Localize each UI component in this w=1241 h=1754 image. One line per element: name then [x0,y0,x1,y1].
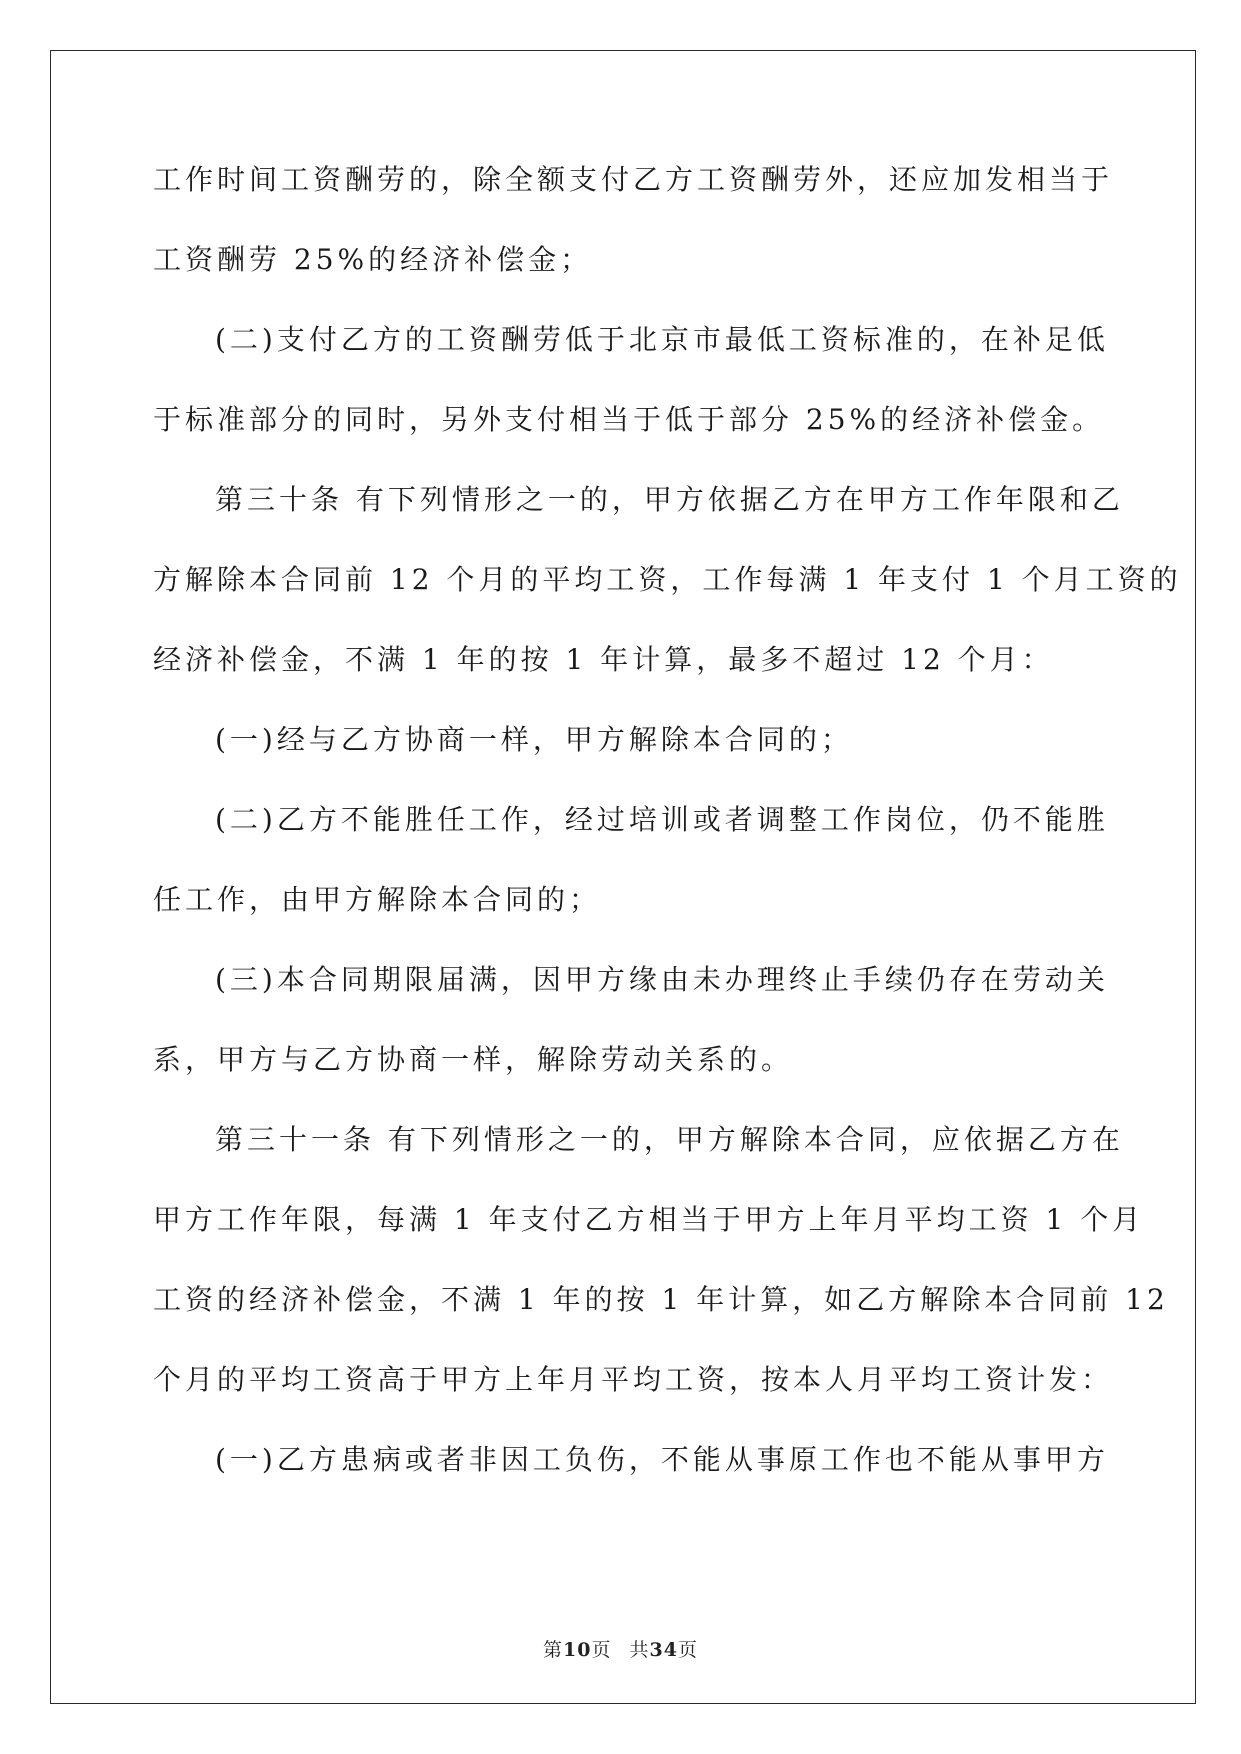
text-line-6: 方解除本合同前 12 个月的平均工资，工作每满 1 年支付 1 个月工资的 [153,563,1182,596]
page-number: 10 [563,1639,592,1661]
page-suffix: 页 [591,1639,612,1661]
text-line-16: 个月的平均工资高于甲方上年月平均工资，按本人月平均工资计发： [153,1363,1114,1396]
text-line-1: 工作时间工资酬劳的，除全额支付乙方工资酬劳外，还应加发相当于 [153,163,1114,196]
total-prefix: 共 [629,1639,650,1661]
text-line-13: 第三十一条 有下列情形之一的，甲方解除本合同，应依据乙方在 [215,1123,1124,1156]
text-line-5: 第三十条 有下列情形之一的，甲方依据乙方在甲方工作年限和乙 [215,483,1124,516]
text-line-4: 于标准部分的同时，另外支付相当于低于部分 25%的经济补偿金。 [153,403,1105,436]
text-line-8: (一)经与乙方协商一样，甲方解除本合同的； [215,723,853,756]
text-line-3: (二)支付乙方的工资酬劳低于北京市最低工资标准的，在补足低 [215,323,1109,356]
text-line-11: (三)本合同期限届满，因甲方缘由未办理终止手续仍存在劳动关 [215,963,1109,996]
text-line-2: 工资酬劳 25%的经济补偿金； [153,243,593,276]
text-line-15: 工资的经济补偿金，不满 1 年的按 1 年计算，如乙方解除本合同前 12 [153,1283,1169,1316]
text-line-7: 经济补偿金，不满 1 年的按 1 年计算，最多不超过 12 个月： [153,643,1054,676]
text-line-9: (二)乙方不能胜任工作，经过培训或者调整工作岗位，仍不能胜 [215,803,1109,836]
text-line-14: 甲方工作年限，每满 1 年支付乙方相当于甲方上年月平均工资 1 个月 [153,1203,1145,1236]
text-line-17: (一)乙方患病或者非因工负伤，不能从事原工作也不能从事甲方 [215,1443,1109,1476]
page-footer [0,1635,1241,1662]
total-pages: 34 [649,1639,678,1661]
document-body [153,160,1182,1520]
page-prefix: 第 [543,1639,564,1661]
text-line-10: 任工作，由甲方解除本合同的； [153,883,602,916]
total-suffix: 页 [677,1639,698,1661]
text-line-12: 系，甲方与乙方协商一样，解除劳动关系的。 [153,1043,794,1076]
